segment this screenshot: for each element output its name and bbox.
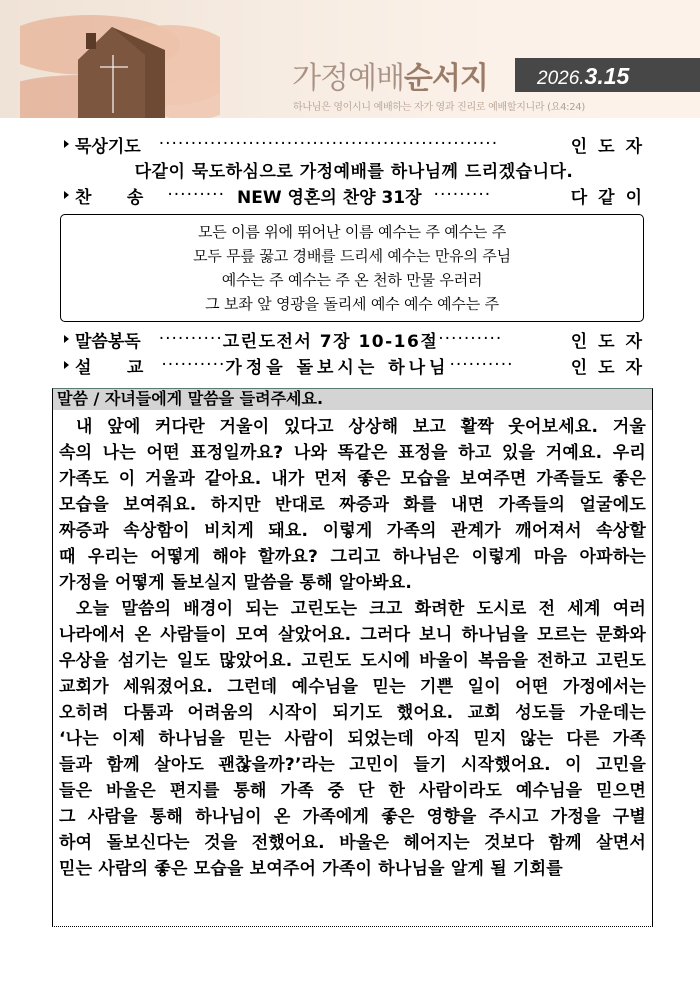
leader-dots: ·········· xyxy=(438,329,503,349)
triangle-bullet-icon xyxy=(64,361,69,369)
prayer-instruction: 다같이 묵도하심으로 가정예배를 하나님께 드리겠습니다. xyxy=(134,162,574,182)
order-item-sermon xyxy=(62,353,653,378)
text-line: 오히려 다툼과 어려움의 시작이 되기도 했어요. 교회 성도들 가운데는 xyxy=(59,703,646,723)
text-line: 우상을 섬기는 일도 많았어요. 고린도 도시에 바울이 복음을 전하고 고린도 xyxy=(59,651,646,671)
text-line: 들과 함께 살아도 괜찮을까?’라는 고민이 들기 시작했어요. 이 고민을 xyxy=(59,755,646,775)
leader-dots: ····················································· xyxy=(158,134,499,154)
text-line: 하여 돌보신다는 것을 전했어요. 바울은 헤어지는 것보다 함께 살면서 xyxy=(59,833,646,853)
text-line: 속의 나는 어떤 표정일까요? 나와 똑같은 표정을 하고 있을 거예요. 우리 xyxy=(59,443,646,463)
text-line: 가정을 어떻게 돌보실지 말씀을 통해 알아봐요. xyxy=(59,573,413,593)
text-line: 그 사람을 통해 하나님이 온 가족에게 좋은 영향을 주시고 가정을 구별 xyxy=(59,807,646,827)
order-item-silent-prayer xyxy=(62,132,653,157)
order-content: NEW 영혼의 찬양 31장 xyxy=(237,187,422,208)
triangle-bullet-icon xyxy=(64,140,69,148)
order-label: 찬 송 xyxy=(75,187,144,208)
order-item-hymn xyxy=(62,183,653,208)
text-line: 교회가 세워졌어요. 그런데 예수님을 믿는 기쁜 일이 어떤 가정에서는 xyxy=(59,677,646,697)
order-leader: 인도자 xyxy=(570,136,653,157)
date-monthday: 3.15 xyxy=(584,63,630,89)
lyric-line: 모두 무릎 꿇고 경배를 드리세 예수는 만유의 주님 xyxy=(193,247,511,265)
text-line: 때 우리는 어떻게 해야 할까요? 그리고 하나님은 이렇게 마음 아파하는 xyxy=(59,547,646,567)
order-content: 가정을 돌보시는 하나님 xyxy=(225,357,450,378)
order-leader: 다같이 xyxy=(570,187,653,208)
leader-dots: ·········· xyxy=(158,329,223,349)
hands-holding-house-image xyxy=(20,5,220,118)
triangle-bullet-icon xyxy=(64,191,69,199)
leader-dots: ········· xyxy=(167,185,225,205)
leader-dots: ·········· xyxy=(449,355,514,375)
order-leader: 인도자 xyxy=(570,331,653,352)
order-content: 고린도전서 7장 10-16절 xyxy=(222,331,439,352)
order-item-scripture-reading xyxy=(62,327,653,352)
order-label: 말씀봉독 xyxy=(75,331,141,352)
leader-dots: ········· xyxy=(433,185,492,205)
date-badge xyxy=(515,58,700,92)
header-banner xyxy=(0,0,700,118)
text-line: 가족도 이 거울과 같아요. 내가 먼저 좋은 모습을 보여주면 가족들도 좋은 xyxy=(59,469,646,489)
lyric-line: 예수는 주 예수는 주 온 천하 만물 우러러 xyxy=(221,271,483,289)
text-line: 모습을 보여줘요. 하지만 반대로 짜증과 화를 내면 가족들의 얼굴에도 xyxy=(59,495,646,515)
text-line: 오늘 말씀의 배경이 되는 고린도는 크고 화려한 도시로 전 세계 여러 xyxy=(76,599,646,619)
text-line: ‘나는 이제 하나님을 믿는 사람이 되었는데 아직 믿지 않는 다른 가족 xyxy=(59,729,646,749)
sermon-paragraph xyxy=(59,596,646,882)
title-light: 가정예배 xyxy=(292,61,404,96)
sermon-paragraph xyxy=(59,414,646,596)
header-verse: 하나님은 영이시니 예배하는 자가 영과 진리로 예배할지니라 (요4:24) xyxy=(293,102,585,113)
date-year: 2026. xyxy=(537,68,585,89)
order-label: 묵상기도 xyxy=(75,136,141,157)
sermon-body xyxy=(53,410,652,882)
order-label: 설 교 xyxy=(75,357,144,378)
text-line: 들은 바울은 편지를 통해 가족 중 단 한 사람이라도 예수님을 믿으면 xyxy=(59,781,646,801)
lyric-line: 모든 이름 위에 뛰어난 이름 예수는 주 예수는 주 xyxy=(197,223,507,241)
leader-dots: ·········· xyxy=(161,355,226,375)
text-line: 나라에서 온 사람들이 모여 살았어요. 그러다 보니 하나님을 모르는 문화와 xyxy=(59,625,646,645)
order-leader: 인도자 xyxy=(570,357,653,378)
page-title xyxy=(292,53,488,96)
sermon-heading: 말씀 / 자녀들에게 말씀을 들려주세요. xyxy=(53,389,652,410)
lyric-line: 그 보좌 앞 영광을 돌리세 예수 예수 예수는 주 xyxy=(205,295,499,313)
text-line: 짜증과 속상함이 비치게 돼요. 이렇게 가족의 관계가 깨어져서 속상할 xyxy=(59,521,646,541)
sermon-box xyxy=(52,388,653,927)
text-line: 내 앞에 커다란 거울이 있다고 상상해 보고 활짝 웃어보세요. 거울 xyxy=(76,417,646,437)
text-line: 믿는 사람의 좋은 모습을 보여주어 가족이 하나님을 알게 될 기회를 xyxy=(59,859,563,879)
title-bold: 순서지 xyxy=(403,61,488,96)
hymn-lyrics-box xyxy=(60,214,644,322)
triangle-bullet-icon xyxy=(64,335,69,343)
